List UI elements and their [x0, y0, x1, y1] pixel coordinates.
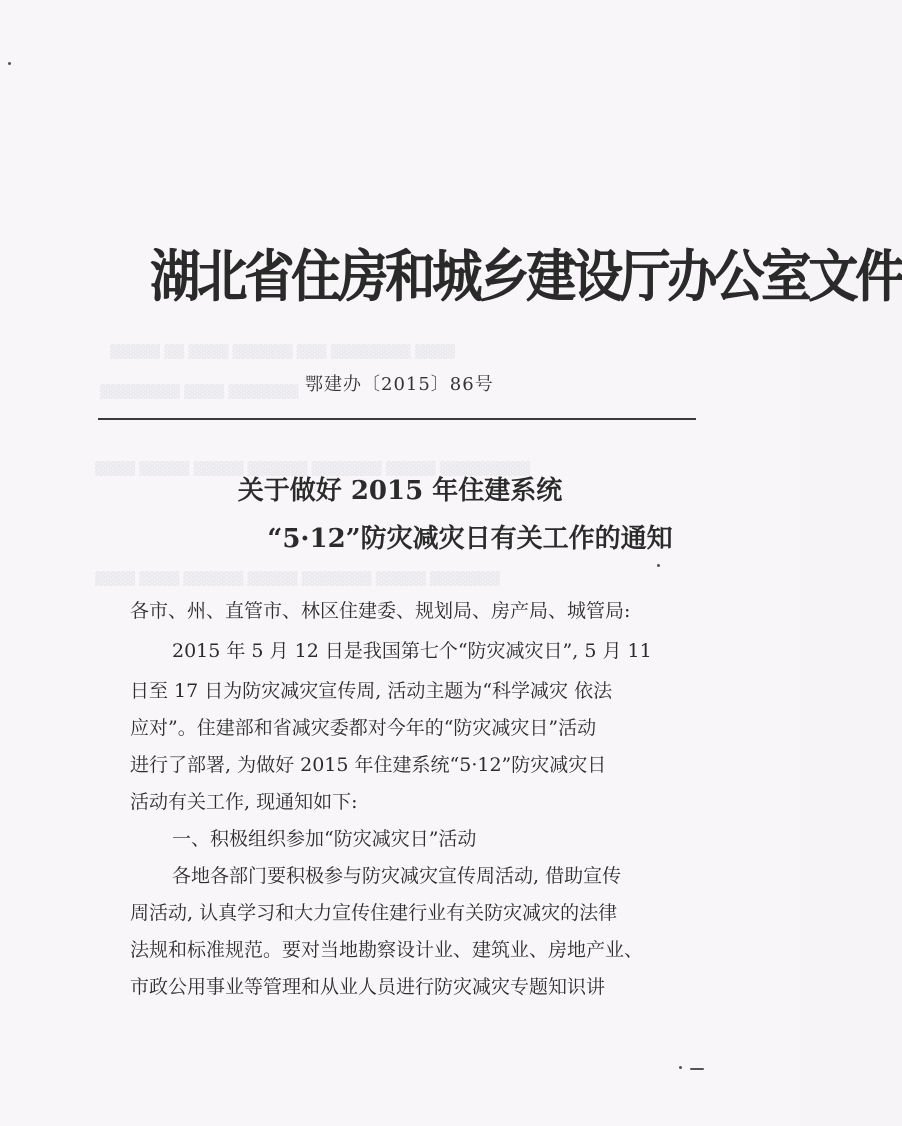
- body-line: 各地各部门要积极参与防灾减灾宣传周活动, 借助宣传: [172, 865, 622, 887]
- bleed-through-text: ▓▓▓▓ ▓▓▓▓ ▓▓▓▓▓▓ ▓▓▓▓▓ ▓▓▓▓▓▓▓ ▓▓▓▓▓ ▓▓▓▓▓▓▓: [95, 572, 500, 587]
- scan-speck: [679, 1066, 682, 1069]
- issuing-authority-header: 湖北省住房和城乡建设厅办公室文件: [150, 244, 902, 310]
- scan-mark: [690, 1068, 704, 1070]
- addressee-line: 各市、州、直管市、林区住建委、规划局、房产局、城管局:: [130, 600, 631, 622]
- section-heading: 一、积极组织参加“防灾减灾日”活动: [172, 828, 477, 850]
- body-line: 周活动, 认真学习和大力宣传住建行业有关防灾减灾的法律: [130, 902, 618, 924]
- body-line: 活动有关工作, 现通知如下:: [130, 791, 358, 813]
- body-line: 进行了部署, 为做好 2015 年住建系统“5·12”防灾减灾日: [130, 754, 607, 776]
- scan-speck: [657, 564, 660, 567]
- scan-speck: [8, 62, 11, 65]
- bleed-through-text: ▓▓▓▓ ▓▓▓▓▓ ▓▓▓▓▓ ▓▓▓▓▓▓ ▓▓▓▓▓▓▓ ▓▓▓▓▓ ▓▓▓▓▓▓▓▓▓: [95, 462, 530, 477]
- body-line: 市政公用事业等管理和从业人员进行防灾减灾专题知识讲: [130, 976, 606, 998]
- header-divider-line: [98, 418, 696, 420]
- body-line: 法规和标准规范。要对当地勘察设计业、建筑业、房地产业、: [130, 939, 644, 961]
- body-line: 2015 年 5 月 12 日是我国第七个“防灾减灾日”, 5 月 11: [172, 640, 652, 662]
- document-number: 鄂建办〔2015〕86号: [305, 374, 494, 395]
- body-line: 日至 17 日为防灾减灾宣传周, 活动主题为“科学减灾 依法: [130, 680, 613, 702]
- bleed-through-text: ▓▓▓▓▓▓▓▓ ▓▓▓▓ ▓▓▓▓▓▓▓: [100, 385, 299, 400]
- bleed-through-text: ▓▓▓▓▓ ▓▓ ▓▓▓▓ ▓▓▓▓▓▓ ▓▓▓ ▓▓▓▓▓▓▓▓ ▓▓▓▓: [110, 345, 455, 360]
- notice-title-line-1: 关于做好 2015 年住建系统: [237, 476, 563, 506]
- body-line: 应对”。住建部和省减灾委都对今年的“防灾减灾日”活动: [130, 717, 597, 739]
- notice-title-line-2: “5·12”防灾减灾日有关工作的通知: [267, 524, 673, 554]
